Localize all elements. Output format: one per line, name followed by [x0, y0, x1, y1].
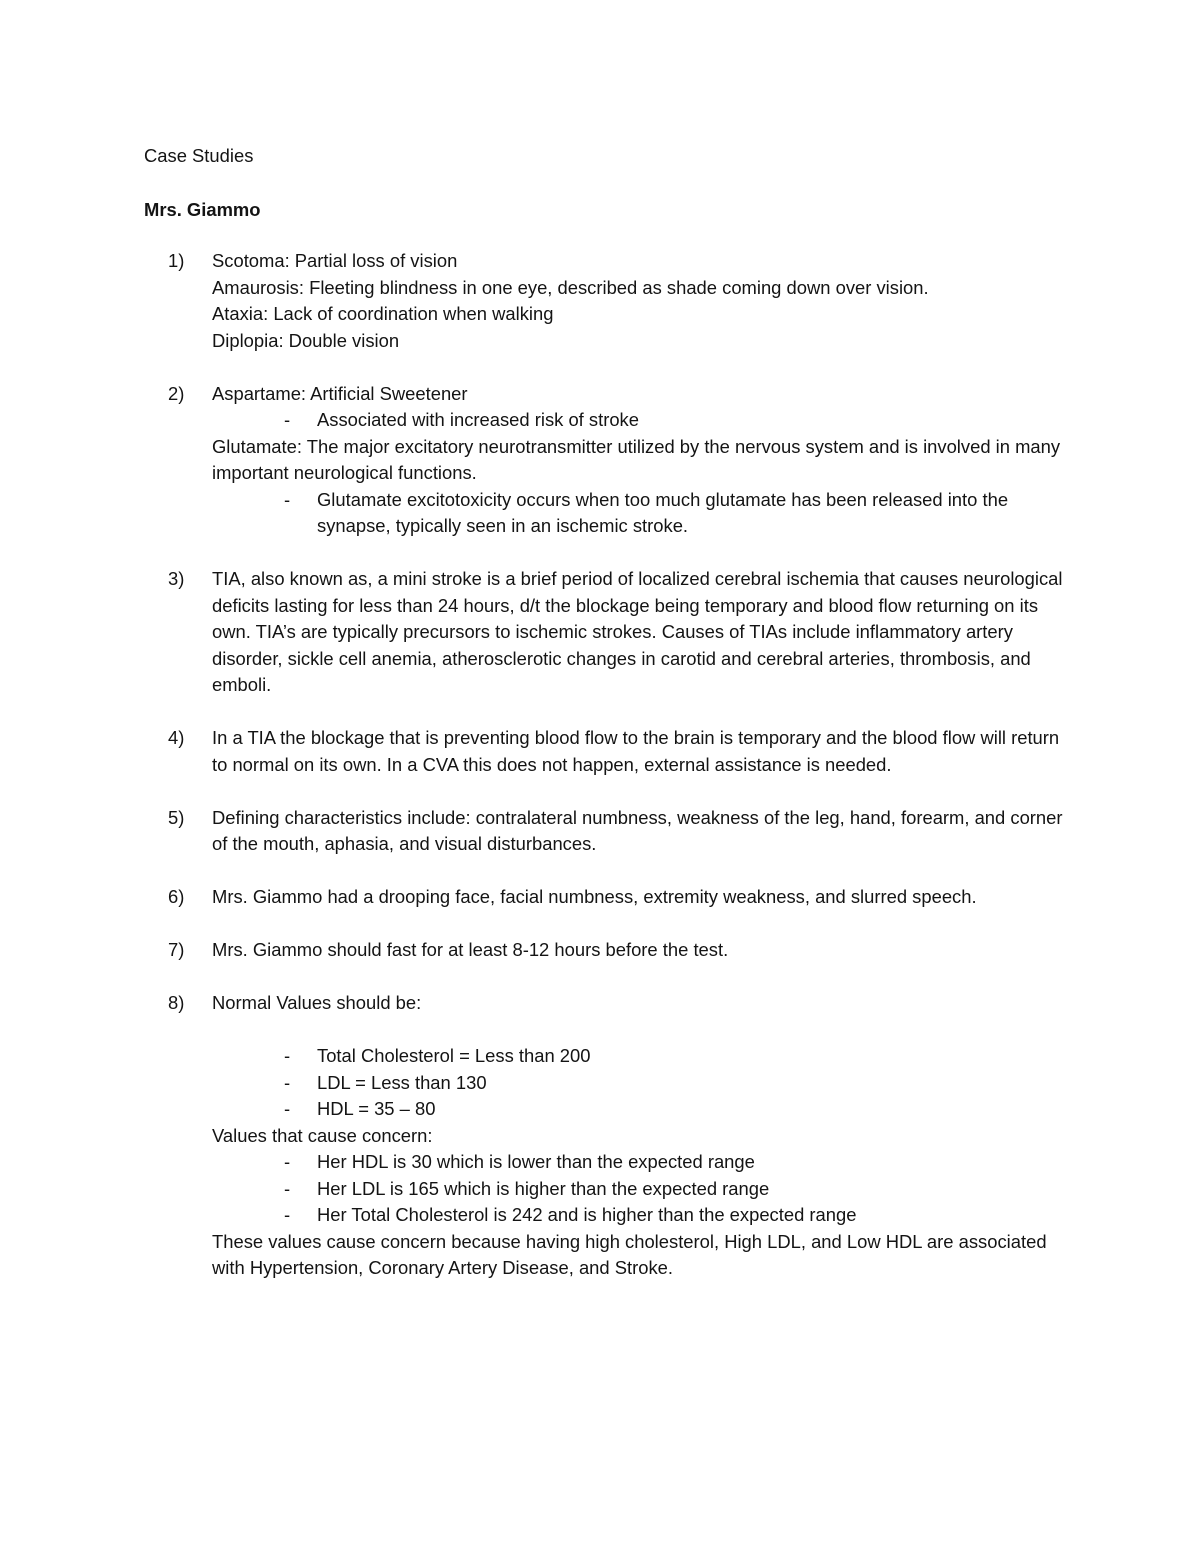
answer-text: TIA, also known as, a mini stroke is a brief period of localized cerebral ischemia that causes neurological deficits lasting for less than 24 hours, d/t the blockage being temporary and blood flow returning on its own. TIA’s are typically precursors to ischemic strokes. Causes of TIAs include inflammatory artery disorder, sickle cell anemia, atherosclerotic changes in carotid and cerebral arteries, thrombosis, and emboli.	[212, 568, 1063, 695]
question-6	[144, 884, 1064, 911]
definition-line: Ataxia: Lack of coordination when walking	[212, 303, 554, 324]
aspartame-definition: Aspartame: Artificial Sweetener	[212, 382, 468, 404]
document-body	[144, 143, 1064, 1308]
document-title: Case Studies	[144, 145, 254, 166]
glutamate-bullets	[212, 487, 1064, 540]
dash-bullet: -	[284, 488, 291, 510]
list-item	[212, 487, 1064, 540]
question-number: 5)	[168, 806, 185, 828]
question-number: 2)	[168, 382, 185, 404]
bullet-text: Total Cholesterol = Less than 200	[317, 1045, 591, 1066]
bullet-text: Her LDL is 165 which is higher than the expected range	[317, 1177, 770, 1199]
answer-text: Mrs. Giammo had a drooping face, facial numbness, extremity weakness, and slurred speech.	[212, 886, 977, 907]
question-number: 4)	[168, 727, 185, 748]
blank-line	[212, 1017, 1064, 1044]
definition-line: Scotoma: Partial loss of vision	[212, 250, 458, 271]
glutamate-definition: Glutamate: The major excitatory neurotransmitter utilized by the nervous system and is involved in many important neurological functions.	[212, 435, 1061, 483]
list-item	[212, 407, 1064, 434]
question-number: 7)	[168, 939, 185, 960]
dash-bullet: -	[284, 1098, 291, 1119]
bullet-text: Her Total Cholesterol is 242 and is higher than the expected range	[317, 1204, 857, 1225]
bullet-text: Her HDL is 30 which is lower than the expected range	[317, 1151, 755, 1172]
dash-bullet: -	[284, 1071, 291, 1093]
definition-line: Amaurosis: Fleeting blindness in one eye, described as shade coming down over vision.	[212, 276, 929, 298]
aspartame-bullets	[212, 407, 1064, 434]
question-number: 8)	[168, 992, 185, 1013]
question-7	[144, 937, 1064, 964]
list-item	[212, 1202, 1064, 1229]
bullet-text: HDL = 35 – 80	[317, 1098, 436, 1119]
conclusion-text: These values cause concern because having high cholesterol, High LDL, and Low HDL are associated with Hypertension, Coronary Artery Disease, and Stroke.	[212, 1230, 1047, 1278]
list-item	[212, 1149, 1064, 1176]
bullet-text: Glutamate excitotoxicity occurs when too much glutamate has been released into the synapse, typically seen in an ischemic stroke.	[317, 488, 1009, 536]
concern-label: Values that cause concern:	[212, 1124, 433, 1146]
list-item	[212, 1070, 1064, 1097]
normal-values-intro: Normal Values should be:	[212, 992, 422, 1013]
bullet-text: LDL = Less than 130	[317, 1071, 487, 1093]
definition-line: Diplopia: Double vision	[212, 329, 400, 351]
dash-bullet: -	[284, 1045, 291, 1066]
dash-bullet: -	[284, 409, 291, 430]
question-2	[144, 381, 1064, 540]
question-number: 6)	[168, 886, 185, 907]
dash-bullet: -	[284, 1204, 291, 1225]
question-list	[144, 248, 1064, 1282]
concern-values-list	[212, 1149, 1064, 1229]
question-5	[144, 805, 1064, 858]
answer-text: Mrs. Giammo should fast for at least 8-12 hours before the test.	[212, 939, 729, 960]
question-number: 1)	[168, 250, 185, 271]
question-number: 3)	[168, 568, 185, 589]
list-item	[212, 1176, 1064, 1203]
dash-bullet: -	[284, 1177, 291, 1199]
list-item	[212, 1096, 1064, 1123]
question-1	[144, 248, 1064, 354]
dash-bullet: -	[284, 1151, 291, 1172]
bullet-text: Associated with increased risk of stroke	[317, 409, 639, 430]
normal-values-list	[212, 1043, 1064, 1123]
answer-text: In a TIA the blockage that is preventing blood flow to the brain is temporary and the blood flow will return to normal on its own. In a CVA this does not happen, external assistance is needed.	[212, 727, 1060, 775]
question-4	[144, 725, 1064, 778]
answer-text: Defining characteristics include: contralateral numbness, weakness of the leg, hand, forearm, and corner of the mouth, aphasia, and visual disturbances.	[212, 806, 1063, 854]
list-item	[212, 1043, 1064, 1070]
question-3	[144, 566, 1064, 699]
document-subtitle: Mrs. Giammo	[144, 198, 261, 220]
question-8	[144, 990, 1064, 1282]
